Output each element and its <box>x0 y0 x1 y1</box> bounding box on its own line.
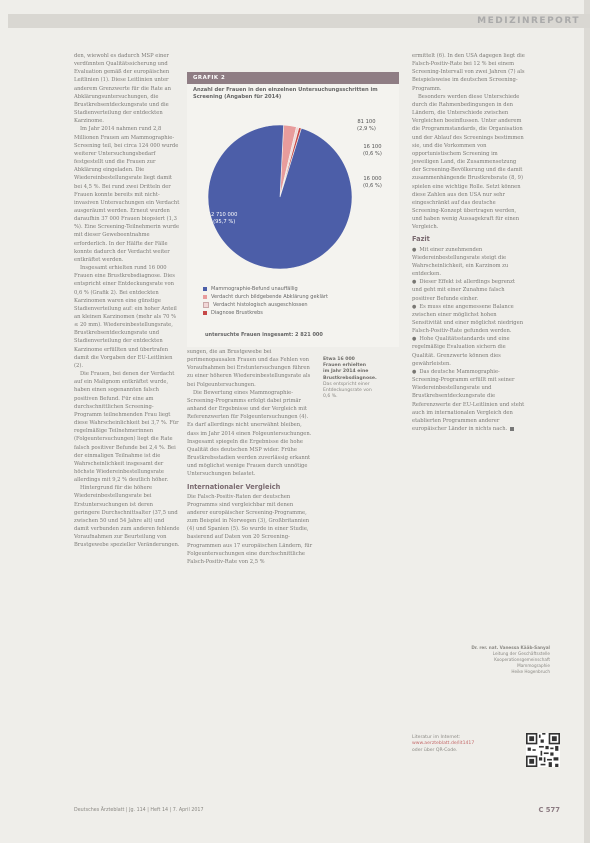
legend-label: Mammographie-Befund unauffällig <box>211 286 298 292</box>
author-block <box>470 645 550 675</box>
literature-box <box>412 735 515 754</box>
legend-swatch <box>203 295 207 299</box>
legend-item <box>203 293 328 301</box>
literature-label: Literatur im Internet: <box>412 735 461 740</box>
slice-percent: (0,6 %) <box>363 182 382 189</box>
legend-swatch <box>203 302 209 308</box>
fazit-bullet: ● Mit einer zunehmenden Wiedereinbestellungsrate steigt die Wahrscheinlichkeit, ein Karzinom zu entdecken. <box>412 246 525 279</box>
legend-item <box>203 301 328 309</box>
slice-percent: (0,6 %) <box>363 150 382 157</box>
literature-link[interactable]: www.aerzteblatt.de/lit1417 <box>412 741 475 747</box>
legend-swatch <box>203 311 207 315</box>
slice-label-brustkrebs <box>363 176 382 189</box>
paragraph: Besonders werden diese Unterschiede durch die Rahmenbedingungen in den Ländern, die Unterschiede zwischen Vergleichen beeinflussen. Unter anderem die Programmstandards, die Organisation und der Ablauf des Screenings bestimmen sie, und die Vorkommen von opportunistischem Screening im jeweiligen Land, die Zusammensetzung der Screening-Bevölkerung und die damit zusammenhängende Brustkrebsrate (8, 9) spielen eine wichtige Rolle. Setzt können diese Zahlen aus den USA nur sehr eingeschränkt auf das deutsche Screening-Konzept übertragen werden, und haben wenig Aussagekraft für einen Vergleich. <box>412 93 524 231</box>
figure-title: Anzahl der Frauen in den einzelnen Untersuchungsschritten im Screening (Angaben für 2014) <box>193 87 378 100</box>
author-role: Leitung der Geschäftsstelle <box>492 651 550 656</box>
legend-item <box>203 285 328 293</box>
fazit-heading: Fazit <box>412 235 430 244</box>
fazit-bullet: ● Es muss eine angemessene Balance zwischen einer möglichst hohen Sensitivität und einer möglichst niedrigen Falsch-Positiv-Rate gefunden werden. <box>412 303 525 336</box>
paragraph: Die Bewertung eines Mammographie-Screening-Programms erfolgt dabei primär anhand der Ergebnisse und der Vergleich mit Referenzwerten für Folgeuntersuchungen (4). Es darf allerdings nicht unerwähnt bleiben, dass im Jahr 2014 einen Folgeuntersuchungen. Insgesamt spiegeln die Ergebnisse die hohe Qualität des deutschen MSP wider. Frühe Brustkrebsstadien werden zuverlässig erkannt und möglichst wenige Frauen durch unnötige Untersuchungen belastet. <box>187 389 312 478</box>
slice-percent: (2,9 %) <box>357 125 376 132</box>
chart-legend <box>203 285 328 317</box>
subheading: Internationaler Vergleich <box>187 482 281 491</box>
paragraph: Die Falsch-Positiv-Raten der deutschen Programms sind vergleichbar mit denen anderer europäischer Screening-Programme, zum Beispiel in Norwegen (3), Großbritannien (4) und Spanien (5). So wurde in einer Studie, basierend auf Daten von 20 Screening-Programmen aus 17 europäischen Ländern, für Folgeuntersuchungen eine durchschnittliche Falsch-Positiv-Rate von 2,5 % <box>187 493 313 565</box>
section-title: MEDIZINREPORT <box>477 16 580 26</box>
page-edge <box>584 0 590 843</box>
paragraph: den, wiewohl es dadurch MSP einer verdünnten Qualitätssicherung und Evaluation gemäß der europäischen Leitlinien (1). Diese Leitlinien unter anderem Grenzwerte für die Rate an Abklärungsuntersuchungen, die Brustkrebsentdeckungsrate und die Stadienverteilung der entdeckten Karzinome. <box>74 53 171 125</box>
author-org: Kooperationsgemeinschaft Mammographie <box>494 657 550 668</box>
side-note-title: Etwa 16 000 Frauen erhielten im Jahr 2014 eine Brustkrebsdiagnose. <box>323 357 377 381</box>
slice-label-unauffaellig <box>211 212 237 225</box>
fazit-bullet-last <box>412 368 525 433</box>
fazit-bullet-text: ● Das deutsche Mammographie-Screening-Programm erfüllt mit seiner Wiedereinbestellungsrate und Brustkrebsentdeckungsrate die Referenzwerte der EU-Leitlinien und steht auch im internationalen Vergleich den etablierten Programmen anderer europäischer Länder in nichts nach. <box>412 369 524 432</box>
side-note-body: Das entspricht einer Entdeckungsrate von 0,6 %. <box>323 381 372 400</box>
paragraph: Die Frauen, bei denen der Verdacht auf ein Malignom entkräftet wurde, haben einen sogenannten falsch positiven Befund. Für eine am durchschnittlichen Screening-Programm teilnehmenden Frau liegt diese Wahrscheinlichkeit bei 3,7 %. Für regelmäßige Teilnehmerinnen (Folgeuntersuchungen) liegt die Rate falsch positiver Befunde bei 2,4 %. Bei der einmaligen Teilnahme ist die Wahrscheinlichkeit insgesamt der höchste Wiedereinbestellungsrate allerdings mit 9,2 % deutlich höher. <box>74 371 179 484</box>
slice-label-histologisch <box>363 144 382 157</box>
literature-qr-hint: oder über QR-Code. <box>412 747 458 753</box>
paragraph: Im Jahr 2014 nahmen rund 2,8 Millionen Frauen am Mammographie-Screening teil, bei circa 124 000 wurde weiterer Untersuchungsbedarf festgestellt und die Frauen zur Abklärung eingeladen. Die Wiedereinbestellungsrate liegt damit bei 4,5 %. Bei rund zwei Dritteln der Frauen konnte bereits mit nicht-invasiven Untersuchungen ein Verdacht ausgeräumt werden. Erneut wurden daraufhin 37 000 Frauen biopsiert (1,3 %). Eine Screening-Teilnehmerin wurde mit dieser Gewebeentnahme erforderlich. In der Hälfte der Fälle konnte dadurch der Verdacht weiter entkräftet werden. <box>74 126 180 263</box>
figure-label: GRAFIK 2 <box>187 72 399 84</box>
fazit-bullet: ● Hohe Qualitätsstandards und eine regelmäßige Evaluation sichern die Qualität. Grenzwerte können dies gewährleisten. <box>412 335 525 368</box>
left-column <box>74 52 180 550</box>
right-column <box>412 52 525 433</box>
pie-slice-0 <box>208 125 352 269</box>
slice-value: 81 100 <box>357 119 376 125</box>
paragraph: Insgesamt erhielten rund 16 000 Frauen eine Brustkrebsdiagnose. Dies entspricht einer Entdeckungsrate von 0,6 % (Grafik 2). Bei entdeckten Karzinomen waren eine günstige Stadienverteilung auf: ein hoher Anteil an kleinen Karzinomen (mehr als 70 % ≤ 20 mm). Wiedereinbestellungsrate, Brustkrebsentdeckungsrate und Stadienverteilung der entdeckten Karzinome erfüllten und übertrafen damit die Vorgaben der EU-Leitlinien (2). <box>74 265 177 369</box>
slice-value: 2 710 000 <box>211 212 238 218</box>
slice-percent: (95,7 %) <box>213 218 236 225</box>
paragraph: Hintergrund für die höhere Wiedereinbestellungsrate bei Erstuntersuchungen ist deren geringere Durchschnittsalter (37,5 und zwischen 50 und 54 Jahre alt) und damit verbunden zum anderen fehlende Voraufnahmen zur Beurteilung von Brustgewebe spezieller Veränderungen. <box>74 485 180 549</box>
legend-swatch <box>203 287 207 291</box>
slice-value: 16 100 <box>363 144 382 150</box>
legend-label: Verdacht durch bildgebende Abklärung geklärt <box>211 294 328 300</box>
figure-total: untersuchte Frauen insgesamt: 2 821 000 <box>205 332 323 338</box>
author-name-2: Heike Hogenbruch <box>511 669 550 674</box>
author-name: Dr. rer. nat. Vanessa Kääb-Sanyal <box>471 645 550 650</box>
end-mark-icon <box>510 427 514 431</box>
paragraph: sungen, die an Brustgewebe bei perimenopausalen Frauen und das Fehlen von Voraufnahmen bei Erstuntersuchungen führen zu einer höheren Wiedereinbestellungsrate als bei Folgeuntersuchungen. <box>187 349 311 388</box>
middle-column <box>187 348 315 566</box>
legend-label: Verdacht histologisch ausgeschlossen <box>213 302 308 308</box>
figure-grafik-2 <box>187 72 399 347</box>
paragraph: ermittelt (6). In den USA dagegen liegt die Falsch-Positiv-Rate bei 12 % bei einem Screening-Intervall von zwei Jahren (7) als Beispielsweise im deutschen Screening-Programm. <box>412 53 525 92</box>
legend-label: Diagnose Brustkrebs <box>211 310 263 316</box>
qr-code-icon[interactable] <box>526 733 560 767</box>
fazit-bullet: ● Dieser Effekt ist allerdings begrenzt und geht mit einer Zunahme falsch positiver Befunde einher. <box>412 278 525 302</box>
footer-citation: Deutsches Ärzteblatt | Jg. 114 | Heft 14 | 7. April 2017 <box>74 808 204 813</box>
pie-chart <box>205 122 355 272</box>
slice-value: 16 000 <box>363 176 382 182</box>
slice-label-bildgebend <box>357 119 376 132</box>
legend-item <box>203 309 328 317</box>
side-note <box>323 357 377 400</box>
page-number: C 577 <box>538 806 560 814</box>
